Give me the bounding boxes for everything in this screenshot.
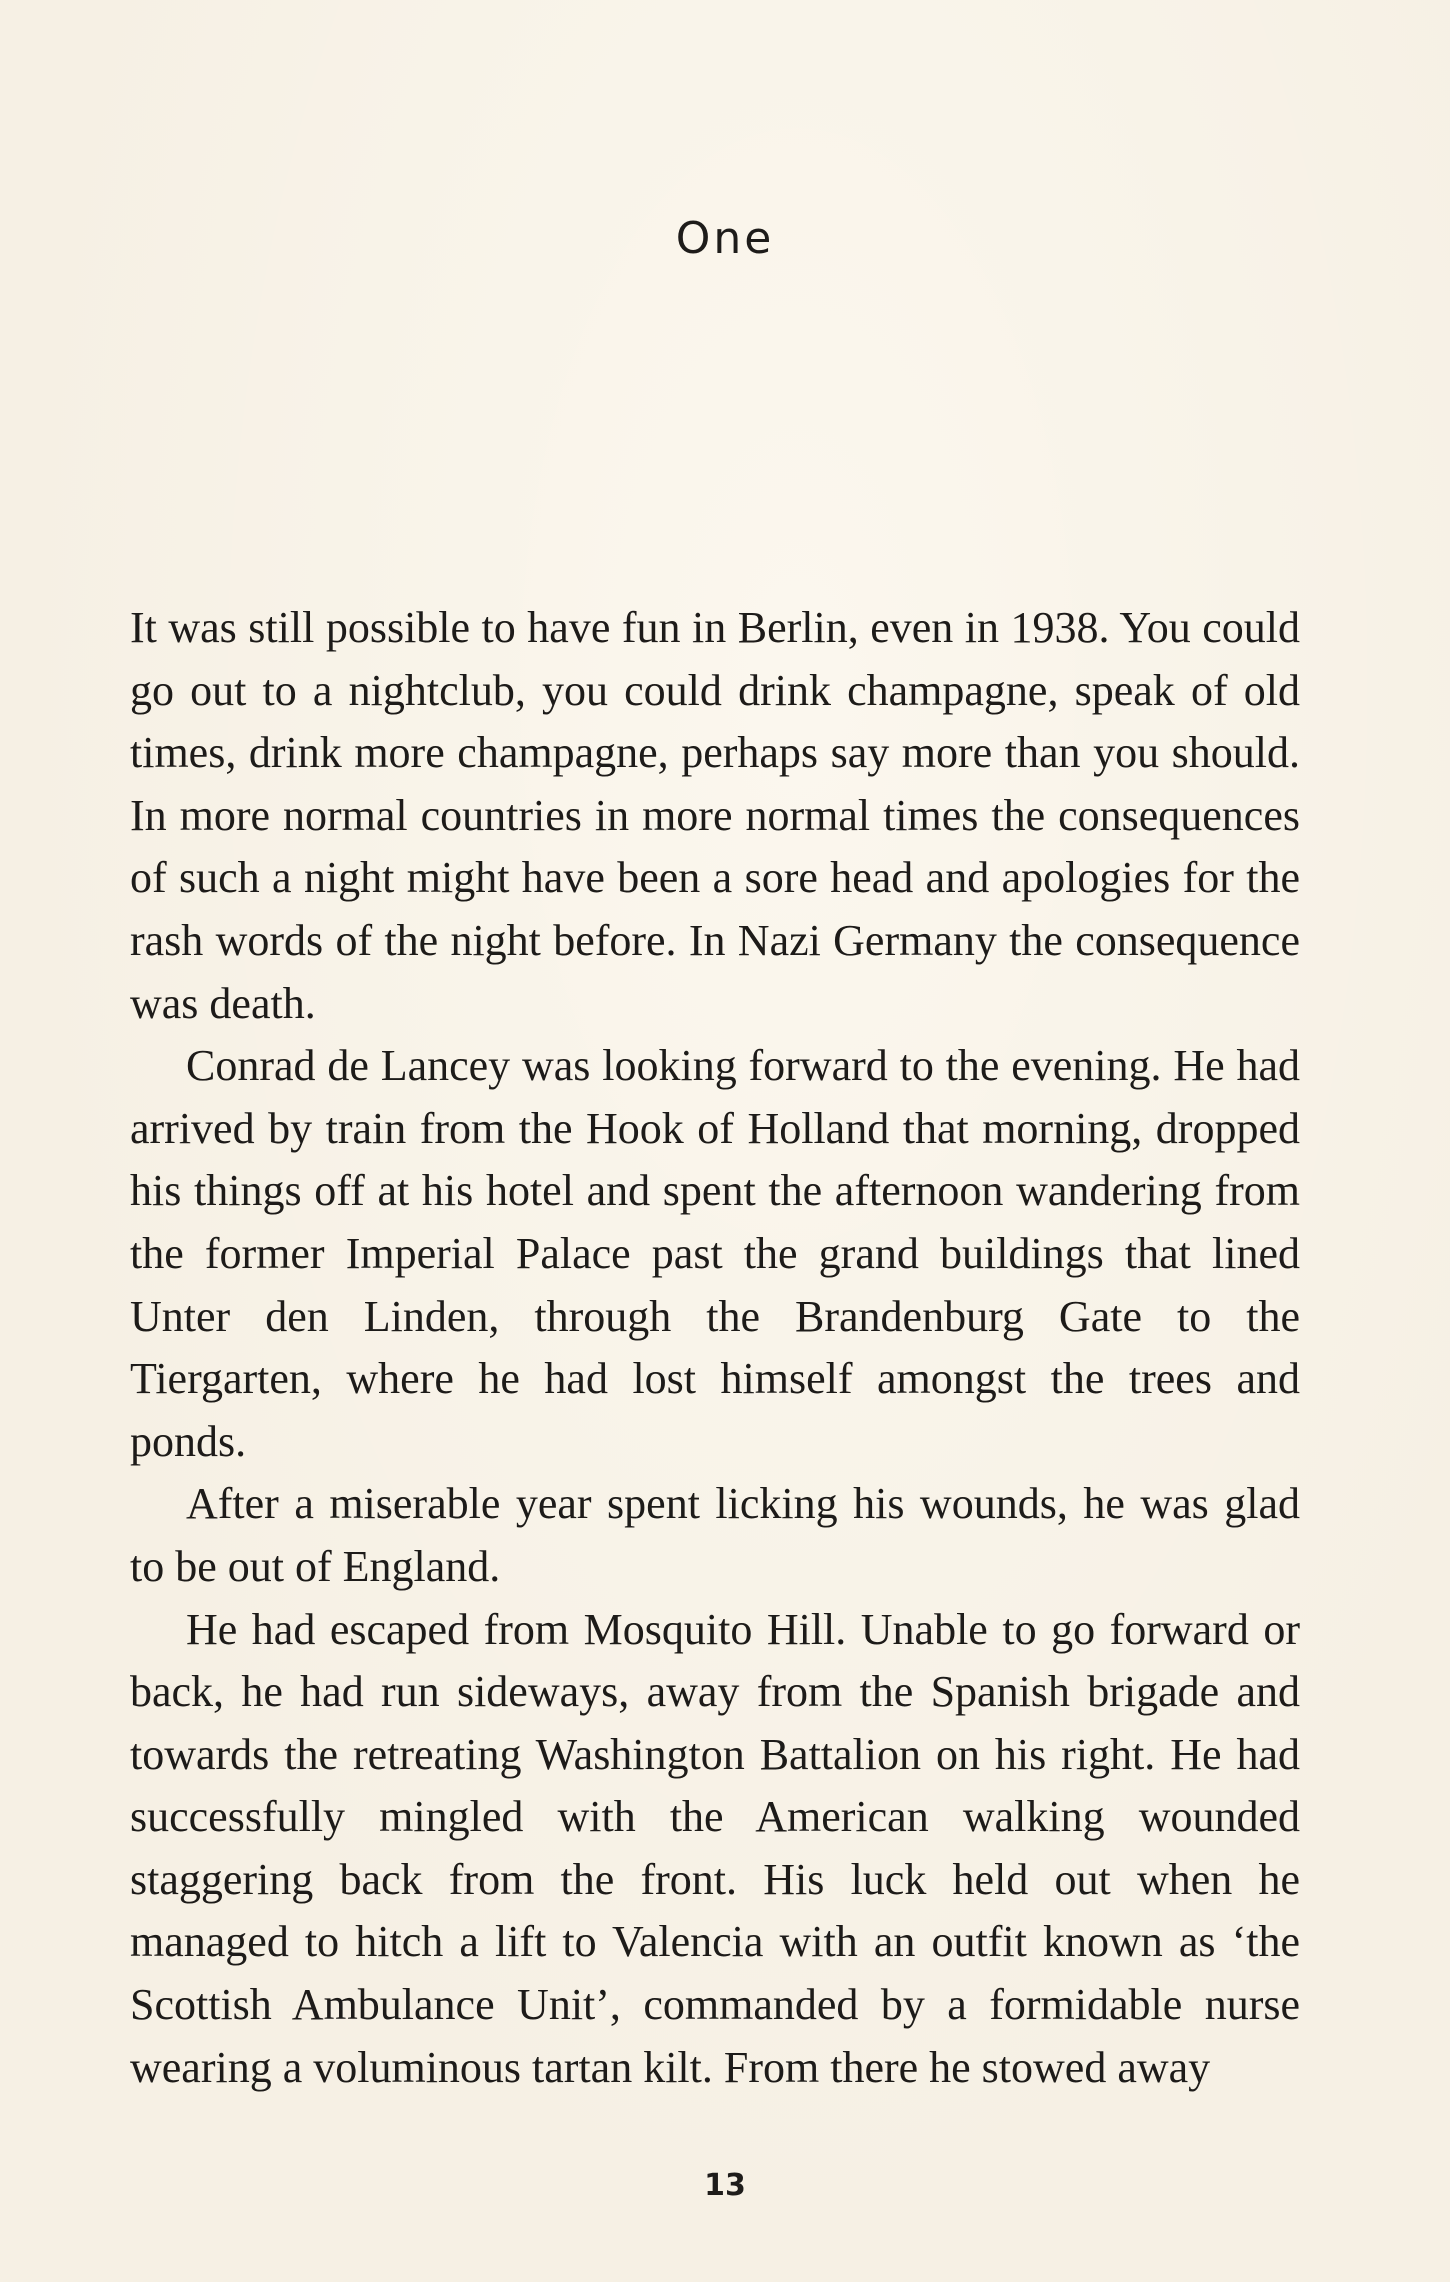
paragraph: It was still possible to have fun in Berlin, even in 1938. You could go out to a nightclub, you could drink champagne, speak of old times, drink more champagne, perhaps say more than you should. In more normal countries in more normal times the consequences of such a night might have been a sore head and apologies for the rash words of the night before. In Nazi Germany the consequence was death.	[130, 603, 1300, 1028]
chapter-title: One	[675, 213, 775, 264]
body-text	[130, 597, 1300, 2099]
paragraph: He had escaped from Mosquito Hill. Unable to go forward or back, he had run sideways, away from the Spanish brigade and towards the retreating Washington Battalion on his right. He had successfully mingled with the American walking wounded staggering back from the front. His luck held out when he managed to hitch a lift to Valencia with an outfit known as ‘the Scottish Ambulance Unit’, commanded by a formidable nurse wearing a voluminous tartan kilt. From there he stowed away	[130, 1604, 1300, 2092]
page-number: 13	[704, 2168, 746, 2203]
paragraph: Conrad de Lancey was looking forward to the evening. He had arrived by train from the Hook of Holland that morning, dropped his things off at his hotel and spent the afternoon wandering from the former Imperial Palace past the grand buildings that lined Unter den Linden, through the Brandenburg Gate to the Tiergarten, where he had lost himself amongst the trees and ponds.	[130, 1041, 1300, 1466]
paragraph: After a miserable year spent licking his wounds, he was glad to be out of England.	[130, 1479, 1300, 1591]
